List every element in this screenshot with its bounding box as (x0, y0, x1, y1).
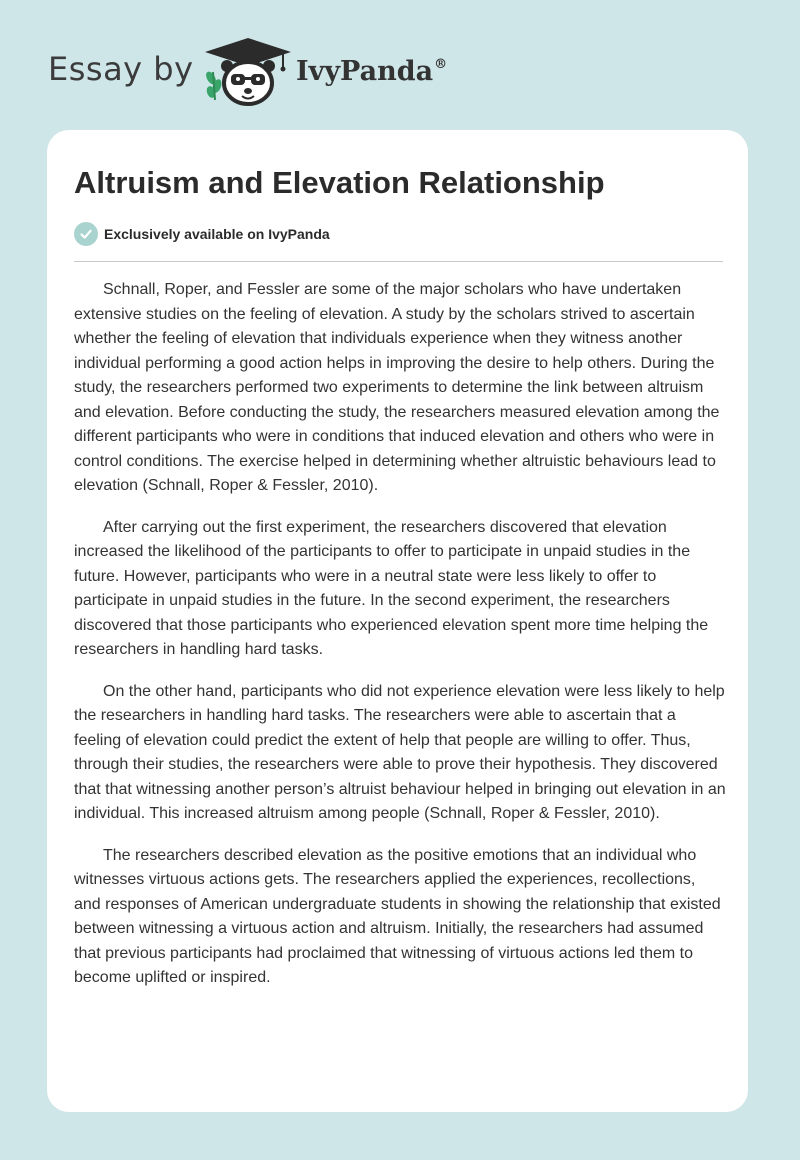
brand-name-text: IvyPanda (296, 56, 434, 87)
paragraph: Schnall, Roper, and Fessler are some of the major scholars who have undertaken extensive studies on the feeling of elevation. A study by the scholars strived to ascertain whether the feeling of elevation that individuals experience when they witness another individual performing a good action helps in improving the desire to help others. During the study, the researchers performed two experiments to determine the link between altruism and elevation. Before conducting the study, the researchers measured elevation among the different participants who were in conditions that induced elevation and others who were in control conditions. The exercise helped in determining whether altruistic behaviours lead to elevation (Schnall, Roper & Fessler, 2010). (74, 281, 720, 494)
exclusive-badge-label: Exclusively available on IvyPanda (104, 226, 330, 242)
registered-mark: ® (434, 57, 448, 72)
page-title: Altruism and Elevation Relationship (74, 165, 605, 200)
site-header (0, 0, 800, 130)
check-icon (74, 222, 98, 246)
essay-card (47, 130, 748, 1112)
brand-name[interactable] (296, 56, 447, 87)
essay-by-label: Essay by (48, 50, 194, 88)
divider (74, 261, 723, 262)
essay-body (74, 278, 726, 1008)
paragraph: On the other hand, participants who did not experience elevation were less likely to help the researchers in handling hard tasks. The researchers were able to ascertain that a feeling of elevation could predict the extent of help that people are willing to offer. Thus, through their studies, the researchers were able to prove their hypothesis. They discovered that that witnessing another person’s altruist behaviour helped in bringing out elevation in an individual. This increased altruism among people (Schnall, Roper & Fessler, 2010). (74, 682, 726, 822)
panda-graduate-icon[interactable] (203, 36, 293, 108)
paragraph: The researchers described elevation as the positive emotions that an individual who witnesses virtuous actions gets. The researchers applied the experiences, recollections, and responses of American undergraduate students in showing the relationship that existed between witnessing a virtuous action and altruism. Initially, the researchers had assumed that previous participants had proclaimed that witnessing of virtuous actions led them to become uplifted or inspired. (74, 846, 721, 986)
exclusive-badge (74, 222, 330, 246)
paragraph: After carrying out the first experiment, the researchers discovered that elevation increased the likelihood of the participants to offer to participate in unpaid studies in the future. However, participants who were in a neutral state were less likely to offer to participate in unpaid studies in the future. In the second experiment, the researchers discovered that those participants who experienced elevation spent more time helping the researchers in handling hard tasks. (74, 518, 709, 658)
